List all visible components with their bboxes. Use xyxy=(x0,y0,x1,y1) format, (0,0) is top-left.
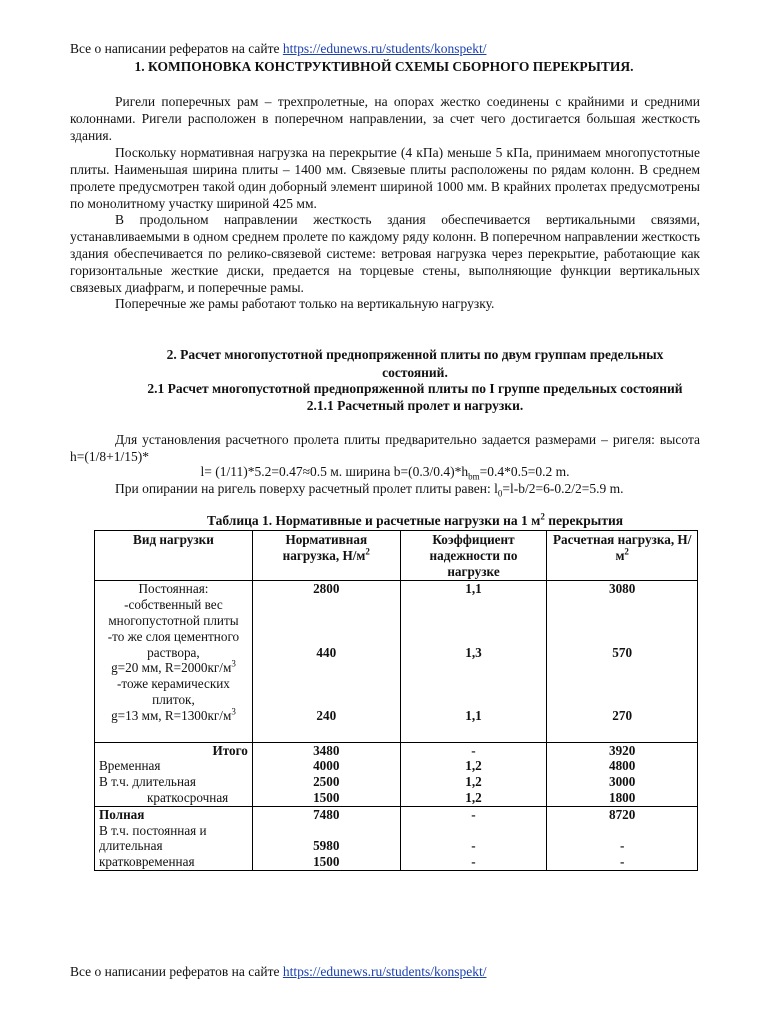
normative-values-cell xyxy=(252,581,400,742)
coefficient-values-cell xyxy=(400,581,547,742)
temporary-label: Временная xyxy=(99,758,161,774)
value-r3-norm: 240 xyxy=(316,707,337,723)
spacer xyxy=(551,629,693,645)
full-label-cell xyxy=(95,806,253,870)
calculated-values-cell xyxy=(547,581,698,742)
spacer xyxy=(551,823,693,839)
table-caption-sup: 2 xyxy=(540,511,545,522)
cement-sup: 3 xyxy=(231,658,236,669)
section1-title: 1. КОМПОНОВКА КОНСТРУКТИВНОЙ СХЕМЫ СБОРНОГО ПЕРЕКРЫТИЯ. xyxy=(134,59,634,74)
value-temp-calc: 4800 xyxy=(608,758,636,774)
own-weight-label: -собственный вес многопустотной плиты xyxy=(108,597,239,628)
temporary-normative-cell xyxy=(252,742,400,806)
spacer xyxy=(551,660,693,676)
short-term-label: краткосрочная xyxy=(147,789,229,805)
section1-paragraph-1: Ригели поперечных рам – трехпролетные, на опорах жестко соединены с крайними и средними колоннами. Ригели расположен в поперечном направлении, за счет чего достигается большая жесткость здания. xyxy=(70,94,700,143)
section1-paragraph-4: Поперечные же рамы работают только на вертикальную нагрузку. xyxy=(115,296,495,311)
value-total-calc: 3920 xyxy=(608,742,636,758)
value-r1-coef: 1,1 xyxy=(465,581,482,597)
section2-title-line1: 2. Расчет многопустотной преднопряженной плиты по двум группам предельных xyxy=(166,347,664,362)
subsection-title: 2.1 Расчет многопустотной преднопряженной плиты по I группе предельных состояний xyxy=(147,381,683,396)
full-calculated-cell xyxy=(547,806,698,870)
cement-params xyxy=(99,660,248,676)
value-short-coef: 1,2 xyxy=(465,789,482,805)
value-shortterm-norm: 1500 xyxy=(313,854,340,870)
spacer xyxy=(257,692,396,708)
value-long-norm: 2500 xyxy=(313,774,340,790)
spacer xyxy=(257,823,396,839)
footer-link[interactable]: https://edunews.ru/students/konspekt/ xyxy=(282,964,487,979)
section1-paragraph-2: Поскольку нормативная нагрузка на перекрытие (4 кПа) меньше 5 кПа, принимаем многопустотные плиты. Наименьшая ширина плиты – 1400 мм. Связевые плиты расположены по рядам колонн. В среднем пролете предусмотрен такой один доборный элемент шириной 1000 мм. В крайних пролетах предусмотрены по монолитному участку шириной 425 мм. xyxy=(70,145,700,211)
span-text: g=13 мм, R=1300кг/м xyxy=(111,707,232,723)
header-normative-text: Нормативная нагрузка, Н/м xyxy=(282,532,368,563)
value-full-coef: - xyxy=(471,806,476,822)
loads-table xyxy=(94,530,698,871)
header-coefficient: Коэффициент надежности по нагрузке xyxy=(400,531,547,581)
value-incl-norm: 5980 xyxy=(313,838,340,854)
section2-title xyxy=(100,346,730,381)
value-shortterm-calc: - xyxy=(619,854,625,870)
constant-label: Постоянная: xyxy=(138,581,209,597)
spacer xyxy=(405,692,543,708)
formula-subscript: bm xyxy=(468,471,480,482)
value-incl-calc: - xyxy=(619,838,625,854)
long-term-label: В т.ч. длительная xyxy=(99,774,196,790)
value-full-calc: 8720 xyxy=(608,806,636,822)
spacer xyxy=(405,660,543,676)
spacer xyxy=(257,597,396,613)
value-temp-norm: 4000 xyxy=(313,758,340,774)
spacer xyxy=(257,660,396,676)
value-long-coef: 1,2 xyxy=(465,774,482,790)
value-r2-coef: 1,3 xyxy=(465,644,482,660)
tiles-sup: 3 xyxy=(231,706,236,717)
span-text: g=20 мм, R=2000кг/м xyxy=(111,660,232,676)
span-text-b: =l-b/2=6-0.2/2=5.9 m. xyxy=(502,481,624,496)
value-r3-calc: 270 xyxy=(612,707,633,723)
value-temp-coef: 1,2 xyxy=(465,758,482,774)
spacer xyxy=(551,692,693,708)
formula-part-b: =0.4*0.5=0.2 m. xyxy=(479,464,570,479)
value-r2-calc: 570 xyxy=(612,644,633,660)
header-calculated xyxy=(547,531,698,581)
table-caption-end: перекрытия xyxy=(544,513,624,528)
full-coefficient-cell xyxy=(400,806,547,870)
header-normative-sup: 2 xyxy=(365,546,370,557)
header-normative xyxy=(252,531,400,581)
header-calculated-sup: 2 xyxy=(624,546,629,557)
spacer xyxy=(405,629,543,645)
value-incl-coef: - xyxy=(471,838,476,854)
spacer xyxy=(551,676,693,692)
table-caption-text: Таблица 1. Нормативные и расчетные нагрузки на 1 м xyxy=(206,513,541,528)
header-text: Все о написании рефератов на сайте xyxy=(70,41,283,56)
constant-label-cell xyxy=(95,581,253,742)
spacer xyxy=(405,597,543,613)
header-link[interactable]: https://edunews.ru/students/konspekt/ xyxy=(282,41,487,56)
subsubsection-title: 2.1.1 Расчетный пролет и нагрузки. xyxy=(306,398,524,413)
table-row-full xyxy=(95,806,698,870)
spacer xyxy=(551,597,693,613)
table-row-temporary xyxy=(95,742,698,806)
table-header-row xyxy=(95,531,698,581)
value-long-calc: 3000 xyxy=(608,774,636,790)
cement-label: -то же слоя цементного раствора, xyxy=(107,628,240,660)
spacer xyxy=(405,823,543,839)
temporary-coefficient-cell xyxy=(400,742,547,806)
temporary-calculated-cell xyxy=(547,742,698,806)
value-shortterm-coef: - xyxy=(471,854,476,870)
value-total-norm: 3480 xyxy=(313,742,340,758)
section1-paragraph-3: В продольном направлении жесткость здания обеспечивается вертикальными связями, устанавливаемыми в одном среднем пролете по каждому ряду колонн. В поперечном направлении жесткость здания обеспечивается по релико-связевой системе: ветровая нагрузка через перекрытие, работающие как горизонтальные жесткие диски, предается на торцевые стены, выполняющие функции вертикальных связевых диафрагм, и поперечные рамы. xyxy=(70,212,700,295)
span-text-a: При опирании на ригель поверху расчетный пролет плиты равен: l xyxy=(115,481,498,496)
section2-title-line2: состояний. xyxy=(382,364,448,380)
value-r1-calc: 3080 xyxy=(608,581,636,597)
section2-paragraph-2 xyxy=(115,481,705,498)
full-label: Полная xyxy=(99,806,145,822)
header-calculated-text: Расчетная нагрузка, Н/м xyxy=(552,532,692,563)
spacer xyxy=(551,613,693,629)
total-label: Итого xyxy=(212,742,248,758)
short-term-total-label: кратковременная xyxy=(99,854,195,870)
value-short-norm: 1500 xyxy=(313,789,340,805)
value-r1-norm: 2800 xyxy=(313,581,340,597)
spacer xyxy=(257,629,396,645)
formula-part-a: l= (1/11)*5.2=0.47≈0.5 м. ширина b=(0.3/0.4)*h xyxy=(200,464,469,479)
spacer xyxy=(257,613,396,629)
formula-line xyxy=(70,464,700,481)
tiles-params xyxy=(99,708,248,724)
footer-text: Все о написании рефератов на сайте xyxy=(70,964,283,979)
table-row-constant xyxy=(95,581,698,742)
span-subscript: 0 xyxy=(497,488,503,499)
tiles-label: -тоже керамических плиток, xyxy=(117,676,230,707)
footer-line xyxy=(70,964,486,980)
full-normative-cell xyxy=(252,806,400,870)
including-label: В т.ч. постоянная и длительная xyxy=(99,822,207,854)
section2-paragraph-1: Для установления расчетного пролета плиты предварительно задается размерами – ригеля: высота h=(1/8+1/15)* xyxy=(70,432,700,464)
header-load-type: Вид нагрузки xyxy=(95,531,253,581)
value-short-calc: 1800 xyxy=(608,789,636,805)
spacer xyxy=(257,676,396,692)
spacer xyxy=(405,676,543,692)
value-total-coef: - xyxy=(471,742,476,758)
spacer xyxy=(405,613,543,629)
value-r3-coef: 1,1 xyxy=(465,707,482,723)
temporary-label-cell xyxy=(95,742,253,806)
value-full-norm: 7480 xyxy=(313,806,340,822)
header-line xyxy=(70,41,486,57)
value-r2-norm: 440 xyxy=(316,644,337,660)
table-caption xyxy=(100,513,730,529)
